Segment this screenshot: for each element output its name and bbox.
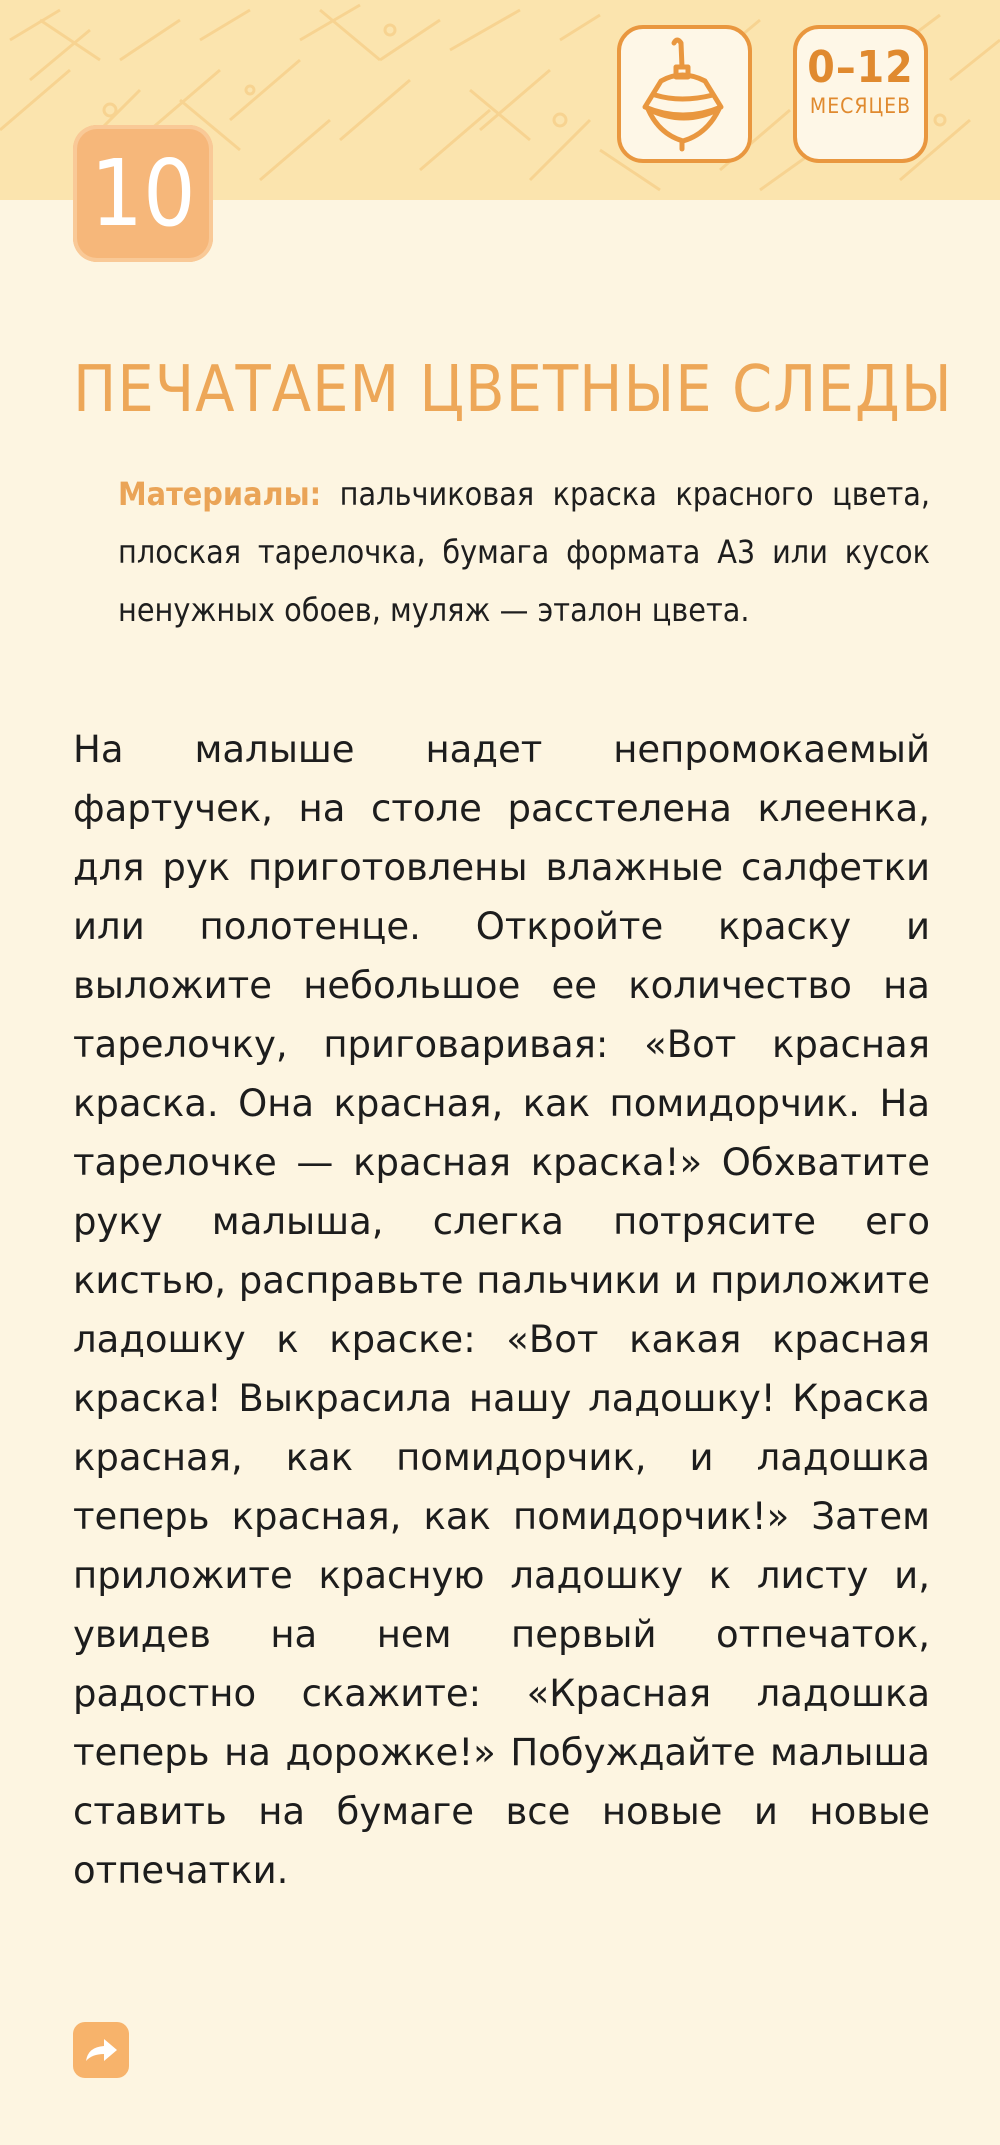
card-number-badge [73, 125, 213, 262]
spinning-top-icon [621, 29, 748, 159]
instructions-text: На малыше надет непромокаемый фартучек, на столе расстелена клеенка, для рук приготовлены влажные салфетки или полотенце. Откройте краску и выложите небольшое ее количество на тарелочку, приговаривая: «Вот красная краска. Она красная, как помидорчик. На тарелочке — красная краска!» Обхватите руку малыша, слегка потрясите его кистью, расправьте пальчики и приложите ладошку к краске: «Вот какая красная краска! Выкрасила нашу ладошку! Краска красная, как помидорчик, и ладошка теперь красная, как помидорчик!» Затем приложите красную ладошку к листу и, увидев на нем первый отпечаток, радостно скажите: «Красная ладошка теперь на дорожке!» Побуждайте малыша ставить на бумаге все новые и новые отпечатки. [73, 728, 930, 1892]
age-badge [793, 25, 928, 163]
toy-category-badge [617, 25, 752, 163]
page-title: ПЕЧАТАЕМ ЦВЕТНЫЕ СЛЕДЫ [73, 353, 953, 427]
age-range: 0–12 [807, 42, 914, 93]
materials-text: пальчиковая краска красного цвета, плоская тарелочка, бумага формата А3 или кусок ненужных обоев, муляж — эталон цвета. [118, 475, 930, 629]
materials-block [118, 465, 930, 639]
next-page-button[interactable] [73, 2022, 129, 2078]
materials-label: Материалы: [118, 475, 322, 513]
arrow-right-icon [82, 2035, 120, 2065]
card-number: 10 [90, 140, 196, 247]
age-unit: МЕСЯЦЕВ [809, 94, 912, 118]
